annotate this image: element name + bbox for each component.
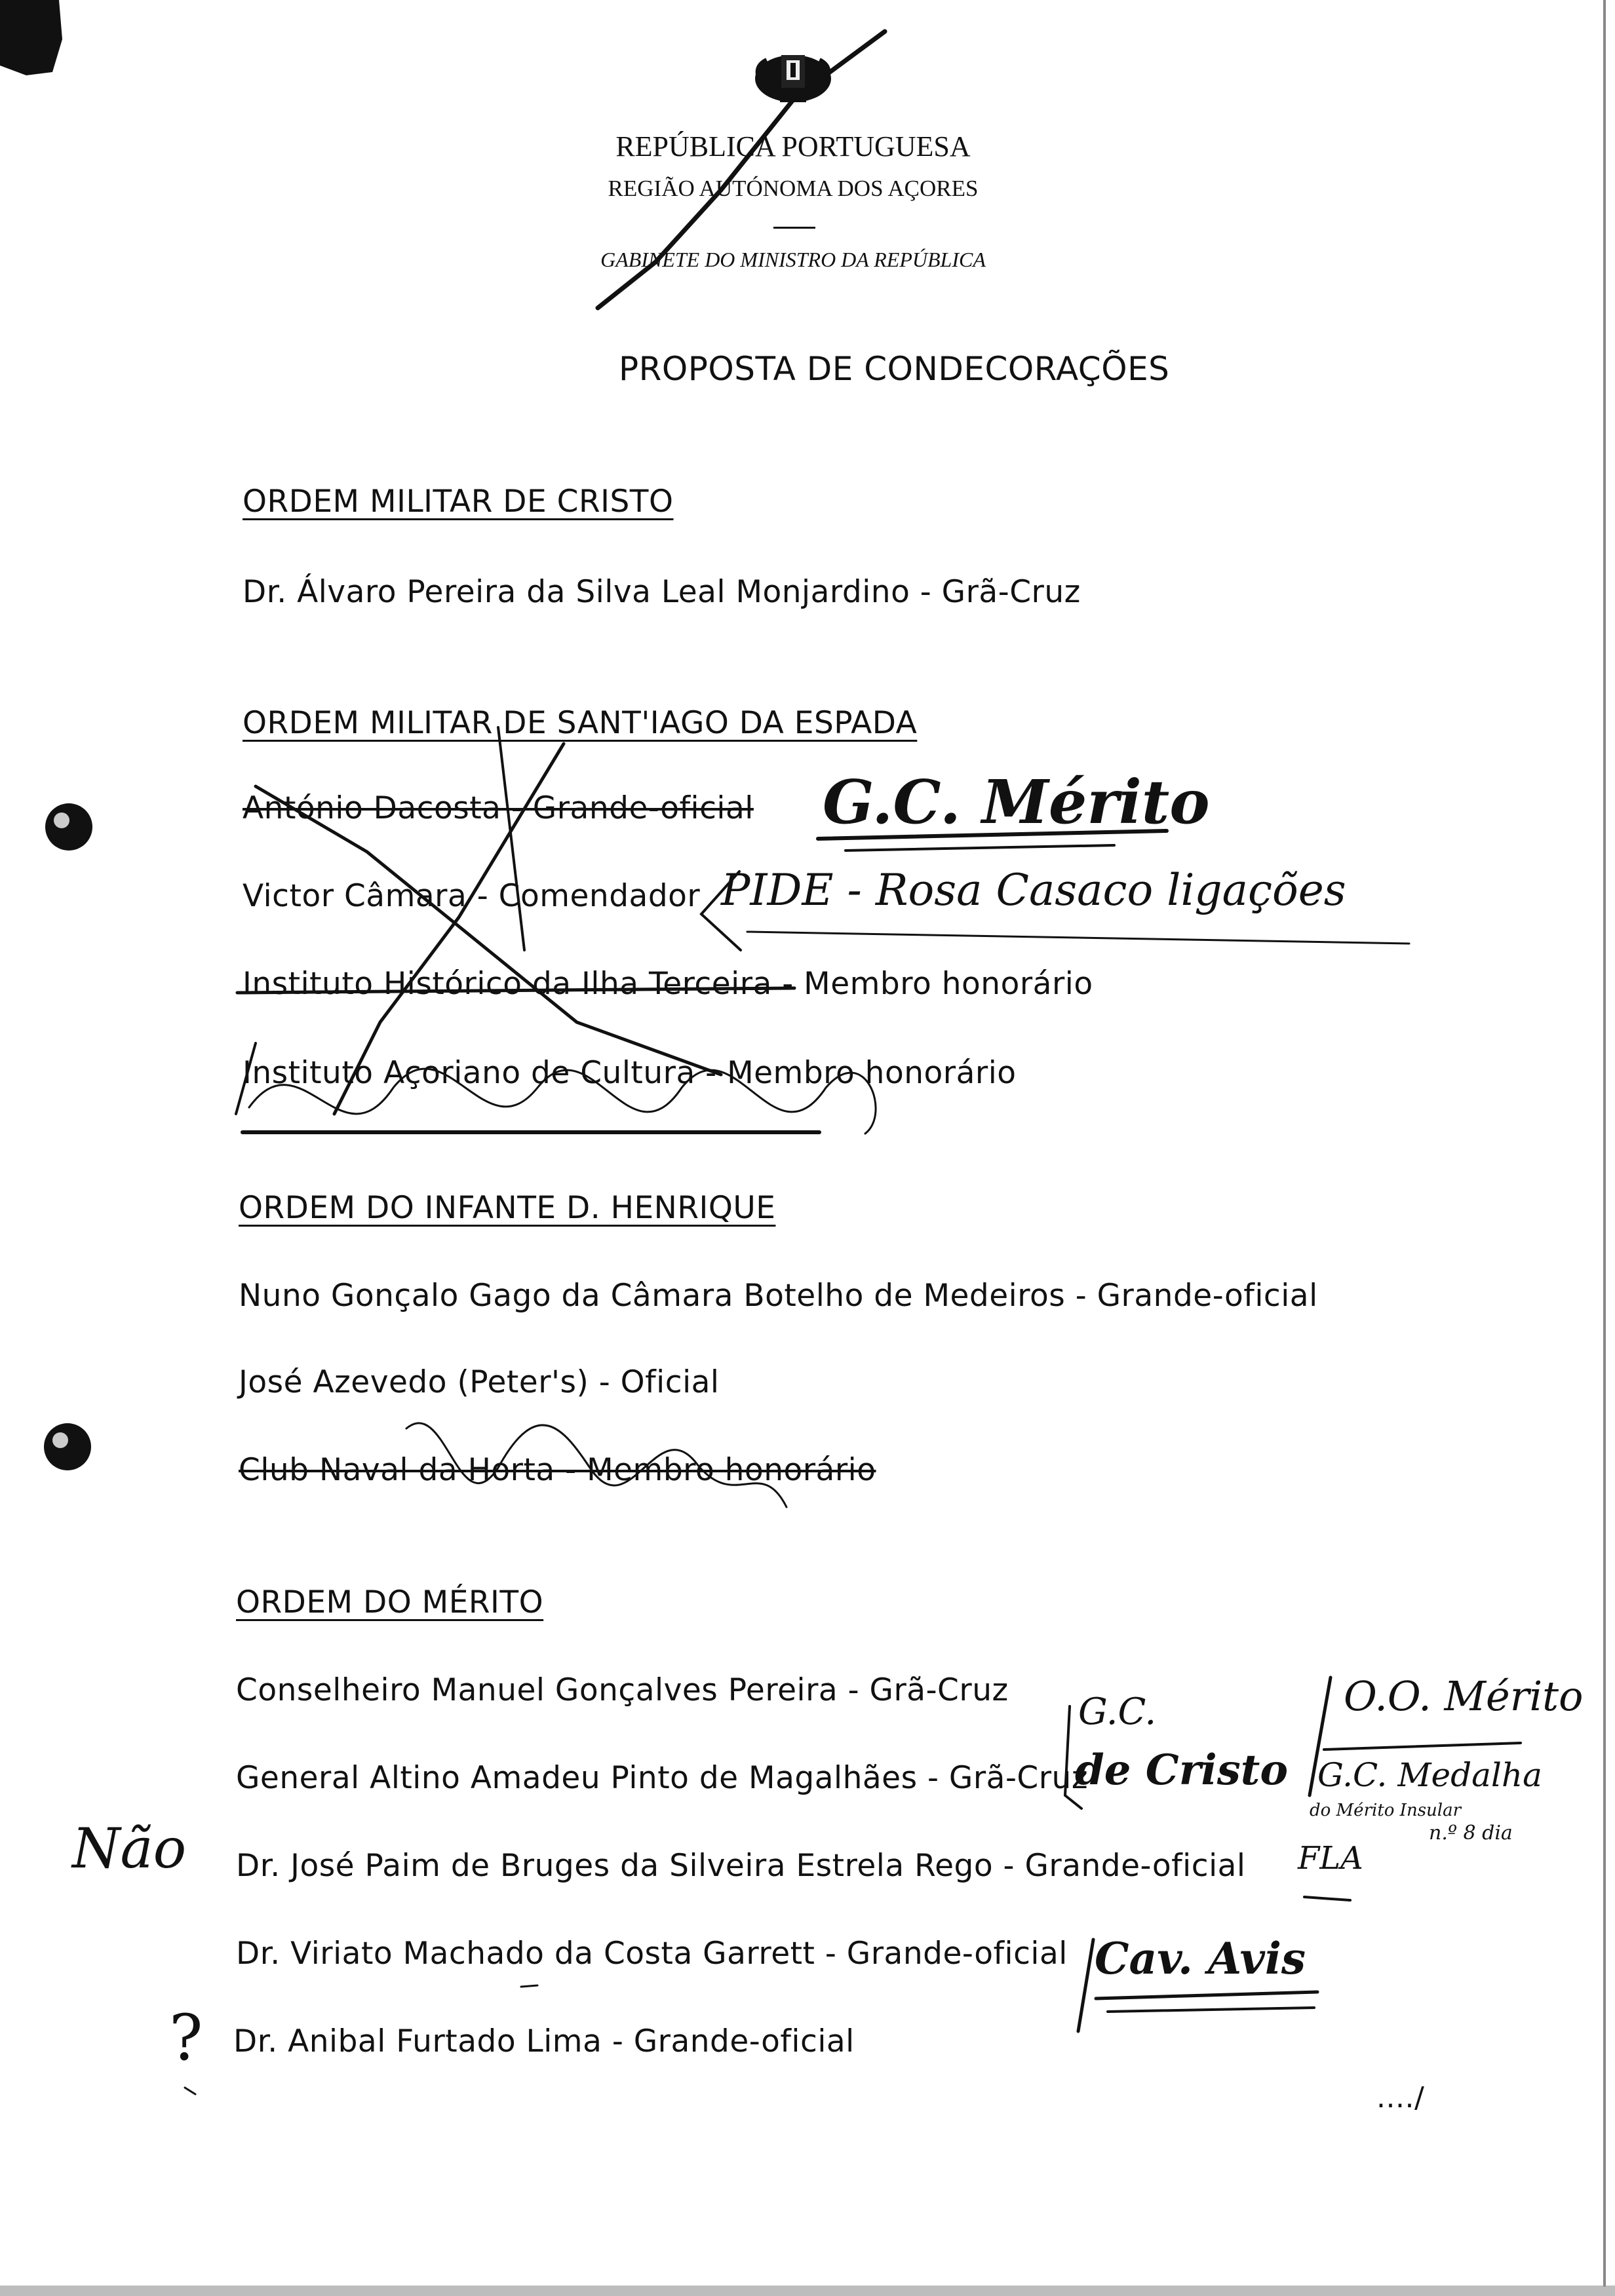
list-item: Instituto Histórico da Ilha Terceira - Membro honorário (243, 966, 1093, 1002)
list-item: José Azevedo (Peter's) - Oficial (239, 1364, 720, 1400)
letterhead-office: GABINETE DO MINISTRO DA REPÚBLICA (600, 248, 986, 271)
list-item: Victor Câmara - Comendador (243, 878, 701, 914)
list-item: Dr. José Paim de Bruges da Silveira Estrela Rego - Grande-oficial (236, 1848, 1246, 1884)
list-item: Instituto Açoriano de Cultura - Membro honorário (243, 1055, 1017, 1091)
handwritten-note: n.º 8 dia (1429, 1822, 1513, 1845)
section-heading: ORDEM DO MÉRITO (236, 1584, 544, 1620)
handwritten-note: G.C. (1078, 1691, 1157, 1733)
list-item: Dr. Álvaro Pereira da Silva Leal Monjardino - Grã-Cruz (243, 574, 1081, 610)
list-item: Club Naval da Horta - Membro honorário (239, 1452, 876, 1488)
handwritten-note: O.O. Mérito (1344, 1672, 1584, 1720)
section-heading: ORDEM DO INFANTE D. HENRIQUE (239, 1190, 776, 1226)
list-item: Nuno Gonçalo Gago da Câmara Botelho de Medeiros - Grande-oficial (239, 1278, 1318, 1314)
list-item: Conselheiro Manuel Gonçalves Pereira - Grã-Cruz (236, 1672, 1009, 1708)
list-item: General Altino Amadeu Pinto de Magalhães - Grã-Cruz (236, 1760, 1089, 1796)
handwritten-note: do Mérito Insular (1310, 1801, 1462, 1820)
section-heading: ORDEM MILITAR DE CRISTO (243, 484, 674, 520)
handwritten-note: G.C. Mérito (823, 767, 1210, 837)
list-item: Dr. Viriato Machado da Costa Garrett - Grande-oficial (236, 1936, 1068, 1972)
handwritten-note: Cav. Avis (1095, 1933, 1306, 1984)
letterhead-region: REGIÃO AUTÓNOMA DOS AÇORES (608, 176, 979, 201)
list-item: Dr. Anibal Furtado Lima - Grande-oficial (233, 2023, 855, 2059)
handwritten-note: G.C. Medalha (1317, 1756, 1542, 1794)
handwritten-note: Não (72, 1816, 187, 1881)
list-item: António Dacosta - Grande-oficial (243, 790, 754, 826)
document-title: PROPOSTA DE CONDECORAÇÕES (619, 350, 1170, 388)
section-heading: ORDEM MILITAR DE SANT'IAGO DA ESPADA (243, 705, 918, 741)
handwritten-note: PIDE - Rosa Casaco ligações (721, 865, 1346, 915)
handwritten-note: de Cristo (1075, 1746, 1288, 1795)
continuation-mark: ..../ (1376, 2081, 1425, 2114)
handwritten-note: ? (169, 2001, 203, 2075)
letterhead-country: REPÚBLICA PORTUGUESA (615, 130, 971, 163)
handwritten-note: FLA (1298, 1840, 1363, 1877)
